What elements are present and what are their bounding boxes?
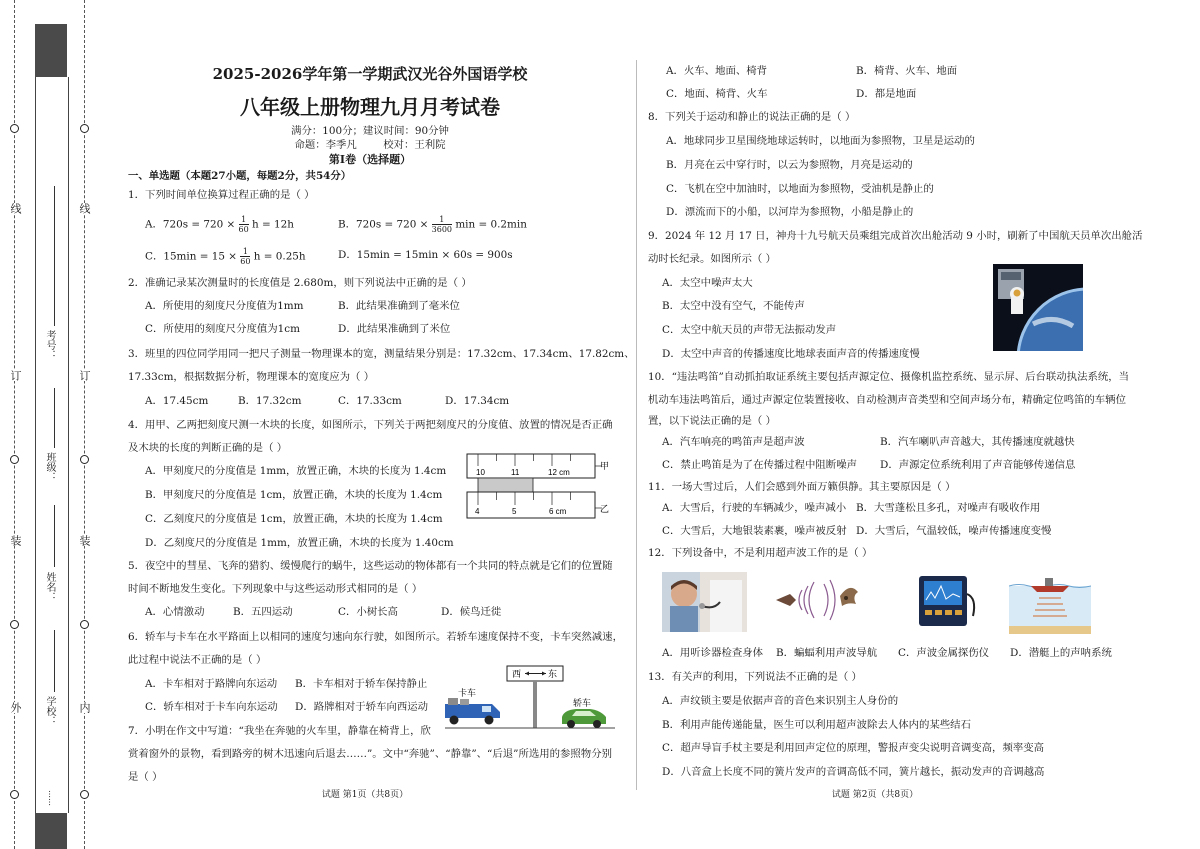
outer-mark-wai: 外: [9, 702, 22, 713]
metal-flaw-detector-image: [913, 572, 981, 632]
binding-hole: [10, 790, 19, 799]
inner-mark-xian: 线: [78, 203, 91, 214]
id-field-line[interactable]: [54, 186, 55, 326]
q9-option-b[interactable]: B．太空中没有空气，不能传声: [662, 300, 805, 312]
ruler-yi-tick: 5: [512, 507, 517, 516]
name-field-label: 姓名：: [44, 572, 55, 602]
ruler-jia-label: 甲: [600, 462, 610, 472]
q7-stem-line2: 赏着窗外的景物，看到路旁的树木迅速向后退去……”。文中“奔驰”、“静靠”、“后退”所选用的参照物分别: [128, 748, 612, 760]
q1-option-c[interactable]: C．15min = 15 × $\frac{1}{60}$ h = 0.25h: [145, 247, 306, 266]
q2-option-c[interactable]: C．所使用的刻度尺分度值为1cm: [145, 323, 300, 335]
traffic-figure: [440, 662, 620, 734]
q7-option-a[interactable]: A．火车、地面、椅背: [666, 65, 768, 77]
q2-option-b[interactable]: B．此结果准确到了毫米位: [338, 300, 460, 312]
q12-option-a[interactable]: A．用听诊器检查身体: [662, 647, 764, 659]
q1-option-d[interactable]: D．15min = 15min × 60s = 900s: [338, 249, 513, 261]
binding-band-top: [35, 24, 67, 77]
q8-option-d[interactable]: D．漂流而下的小船，以河岸为参照物，小船是静止的: [666, 206, 914, 218]
binding-dots: ……: [47, 790, 56, 806]
q3-option-b[interactable]: B．17.32cm: [238, 395, 302, 407]
q12-option-d[interactable]: D．潜艇上的声呐系统: [1010, 647, 1112, 659]
q2-option-a[interactable]: A．所使用的刻度尺分度值为1mm: [145, 300, 304, 312]
q5-option-b[interactable]: B．五四运动: [233, 606, 293, 618]
truck-label: 卡车: [458, 689, 477, 699]
q5-option-a[interactable]: A．心情激动: [145, 606, 205, 618]
astronaut-spacewalk-image: [993, 264, 1083, 351]
inner-mark-ding: 订: [78, 370, 91, 381]
q3-option-a[interactable]: A．17.45cm: [145, 395, 209, 407]
q2-stem: 2．准确记录某次测量时的长度值是 2.680m，则下列说法中正确的是（ ）: [128, 277, 472, 289]
q6-option-a[interactable]: A．卡车相对于路牌向东运动: [145, 678, 278, 690]
q4-stem-line1: 4．用甲、乙两把刻度尺测一木块的长度，如图所示，下列关于两把刻度尺的分度值、放置的情况是否正确: [128, 419, 613, 431]
q9-option-c[interactable]: C．太空中航天员的声带无法振动发声: [662, 324, 837, 336]
q10-option-b[interactable]: B．汽车喇叭声音越大，其传播速度就越快: [880, 436, 1075, 448]
q13-stem: 13．有关声的利用，下列说法不正确的是（ ）: [648, 671, 862, 683]
q7-option-b[interactable]: B．椅背、火车、地面: [856, 65, 958, 77]
school-year-title: 2025-2026学年第一学期武汉光谷外国语学校: [212, 65, 528, 83]
ruler-jia-body: [467, 454, 595, 478]
ruler-yi-label: 乙: [600, 505, 610, 515]
binding-hole: [10, 124, 19, 133]
q13-option-d[interactable]: D．八音盒上长度不同的簧片发声的音调高低不同，簧片越长，振动发声的音调越高: [662, 766, 1045, 778]
q10-option-d[interactable]: D．声源定位系统利用了声音能够传递信息: [880, 459, 1076, 471]
name-field-line[interactable]: [54, 505, 55, 567]
ruler-jia-tick: 11: [511, 468, 520, 477]
q10-option-c[interactable]: C．禁止鸣笛是为了在传播过程中阻断噪声: [662, 459, 857, 471]
q3-option-c[interactable]: C．17.33cm: [338, 395, 402, 407]
binding-hole: [80, 124, 89, 133]
q5-stem-line1: 5．夜空中的彗星、飞奔的猎豹、缓慢爬行的蜗牛，这些运动的物体都有一个共同的特点就是它们的位置随: [128, 560, 613, 572]
q4-option-d[interactable]: D．乙刻度尺的分度值是 1mm，放置正确，木块的长度为 1.40cm: [145, 537, 454, 549]
q1-option-b[interactable]: B．720s = 720 × $\frac{1}{3600}$ min = 0.2min: [338, 215, 527, 234]
binding-hole: [10, 455, 19, 464]
q10-stem-line1: 10．“违法鸣笛”自动抓拍取证系统主要包括声源定位、摄像机监控系统、显示屏、后台联动执法系统，当: [648, 371, 1130, 383]
q13-option-a[interactable]: A．声纹锁主要是依据声音的音色来识别主人身份的: [662, 695, 899, 707]
school-field-line[interactable]: [54, 630, 55, 692]
page-footer-2: 试题 第2页（共8页）: [831, 790, 919, 800]
binding-hole: [80, 620, 89, 629]
q6-option-d[interactable]: D．路牌相对于轿车向西运动: [295, 701, 429, 713]
q4-option-c[interactable]: C．乙刻度尺的分度值是 1cm，放置正确，木块的长度为 1.4cm: [145, 513, 443, 525]
q5-option-d[interactable]: D．候鸟迁徙: [441, 606, 502, 618]
exam-title: 八年级上册物理九月月考试卷: [240, 95, 500, 119]
q9-stem-line2: 动时长纪录。如图所示（ ）: [648, 253, 776, 265]
q11-option-a[interactable]: A．大雪后，行驶的车辆减少，噪声减小: [662, 502, 847, 514]
exam-score-info: 满分：100分；建议时间：90分钟: [291, 125, 449, 137]
q11-option-b[interactable]: B．大雪蓬松且多孔，对噪声有吸收作用: [856, 502, 1041, 514]
school-field-label: 学校：: [44, 696, 55, 726]
class-field-line[interactable]: [54, 388, 55, 448]
car-icon: [562, 709, 606, 728]
binding-hole: [80, 455, 89, 464]
q5-stem-line2: 时间不断地发生变化。下列现象中与这些运动形式相同的是（ ）: [128, 583, 423, 595]
q7-stem-line3: 是（ ）: [128, 771, 163, 783]
submarine-sonar-image: [1009, 572, 1091, 634]
column-divider: [636, 60, 637, 790]
q6-stem-line1: 6．轿车与卡车在水平路面上以相同的速度匀速向东行驶，如图所示。若轿车速度保持不变，卡车突然减速，: [128, 631, 623, 643]
q7-stem-line1: 7．小明在作文中写道：“我坐在奔驰的火车里，静靠在椅背上，欣: [128, 725, 431, 737]
binding-strip: [0, 0, 102, 849]
q8-option-b[interactable]: B．月亮在云中穿行时，以云为参照物，月亮是运动的: [666, 159, 913, 171]
ruler-jia-tick: 10: [476, 468, 485, 477]
bat-echolocation-image: [772, 572, 867, 632]
exam-authors: 命题：李季凡 校对：王利院: [294, 139, 446, 151]
q6-option-c[interactable]: C．轿车相对于卡车向东运动: [145, 701, 278, 713]
q10-stem-line2: 机动车违法鸣笛后，通过声源定位装置接收、自动检测声音类型和空间声场分布，精确定位鸣笛的车辆位: [648, 394, 1126, 406]
q4-option-a[interactable]: A．甲刻度尺的分度值是 1mm，放置正确，木块的长度为 1.4cm: [145, 465, 447, 477]
wooden-block: [478, 478, 533, 492]
stethoscope-exam-image: [662, 572, 747, 632]
binding-band-bottom: [35, 813, 67, 849]
q7-option-c[interactable]: C．地面、椅背、火车: [666, 88, 768, 100]
volume-title: 第Ⅰ卷（选择题）: [328, 153, 412, 166]
q9-option-d[interactable]: D．太空中声音的传播速度比地球表面声音的传播速度慢: [662, 348, 920, 360]
q8-option-c[interactable]: C．飞机在空中加油时，以地面为参照物，受油机是静止的: [666, 183, 934, 195]
q3-stem-line2: 17.33cm，根据数据分析，物理课本的宽度应为（ ）: [128, 371, 375, 383]
ruler-figure: [462, 450, 622, 525]
q9-option-a[interactable]: A．太空中噪声太大: [662, 277, 753, 289]
class-field-label: 班级：: [44, 452, 55, 482]
q7-option-d[interactable]: D．都是地面: [856, 88, 917, 100]
page-footer-1: 试题 第1页（共8页）: [321, 790, 409, 800]
q6-stem-line2: 此过程中说法不正确的是（ ）: [128, 654, 267, 666]
q3-option-d[interactable]: D．17.34cm: [445, 395, 510, 407]
sign-west: 西: [512, 670, 522, 680]
id-field-label: 考号：: [44, 330, 55, 360]
q12-option-b[interactable]: B．蝙蝠利用声波导航: [776, 647, 878, 659]
q3-stem-line1: 3．班里的四位同学用同一把尺子测量一物理课本的宽，测量结果分别是：17.32cm、17.34cm、17.82cm、: [128, 348, 635, 360]
q13-option-b[interactable]: B．利用声能传递能量，医生可以利用超声波除去人体内的某些结石: [662, 719, 971, 731]
binding-hole: [10, 620, 19, 629]
inner-mark-zhuang: 装: [78, 535, 91, 546]
q11-option-d[interactable]: D．大雪后，气温较低，噪声传播速度变慢: [856, 525, 1052, 537]
q6-option-b[interactable]: B．卡车相对于轿车保持静止: [295, 678, 428, 690]
ruler-jia-tick: 12 cm: [548, 468, 570, 477]
ruler-yi-tick: 6 cm: [549, 507, 567, 516]
q8-option-a[interactable]: A．地球同步卫星围绕地球运转时，以地面为参照物，卫星是运动的: [666, 135, 975, 147]
q2-option-d[interactable]: D．此结果准确到了米位: [338, 323, 451, 335]
q13-option-c[interactable]: C．超声导盲手杖主要是利用回声定位的原理，警报声变尖说明音调变高，频率变高: [662, 742, 1045, 754]
sign-pole: [533, 681, 537, 728]
q4-option-b[interactable]: B．甲刻度尺的分度值是 1cm，放置正确，木块的长度为 1.4cm: [145, 489, 443, 501]
q9-stem-line1: 9．2024 年 12 月 17 日，神舟十九号航天员乘组完成首次出舱活动 9 小时，刷新了中国航天员单次出舱活: [648, 230, 1143, 242]
q1-option-a[interactable]: A．720s = 720 × $\frac{1}{60}$ h = 12h: [145, 215, 294, 234]
q12-option-c[interactable]: C．声波金属探伤仪: [898, 647, 990, 659]
q12-stem: 12．下列设备中，不是利用超声波工作的是（ ）: [648, 547, 873, 559]
q1-stem: 1．下列时间单位换算过程正确的是（ ）: [128, 189, 315, 201]
outer-mark-ding: 订: [9, 370, 22, 381]
car-label: 轿车: [573, 699, 592, 709]
q5-option-c[interactable]: C．小树长高: [338, 606, 398, 618]
q10-stem-line3: 置，以下说法正确的是（ ）: [648, 415, 776, 427]
q10-option-a[interactable]: A．汽车响亮的鸣笛声是超声波: [662, 436, 805, 448]
q4-stem-line2: 及木块的长度的判断正确的是（ ）: [128, 442, 288, 454]
outer-mark-zhuang: 装: [9, 535, 22, 546]
q8-stem: 8．下列关于运动和静止的说法正确的是（ ）: [648, 111, 856, 123]
q11-option-c[interactable]: C．大雪后，大地银装素裹，噪声被反射: [662, 525, 847, 537]
outer-mark-xian: 线: [9, 203, 22, 214]
truck-icon: [445, 698, 500, 725]
ruler-yi-body: [467, 492, 595, 518]
ruler-yi-tick: 4: [475, 507, 480, 516]
binding-hole: [80, 790, 89, 799]
sign-east: 东: [548, 670, 558, 680]
q11-stem: 11．一场大雪过后，人们会感到外面万籁俱静。其主要原因是（ ）: [648, 481, 956, 493]
section-title: 一、单选题（本题27小题，每题2分，共54分）: [128, 170, 352, 182]
inner-mark-nei: 内: [78, 702, 91, 713]
